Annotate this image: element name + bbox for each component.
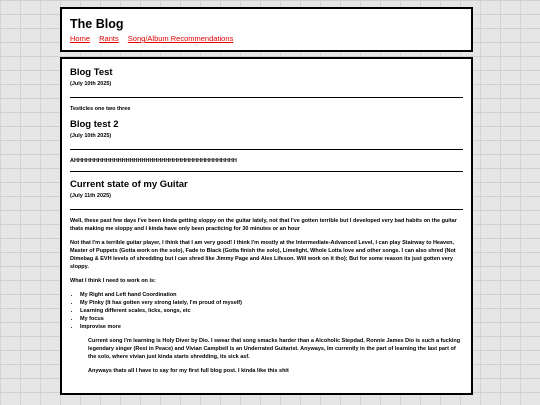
post-guitar: [70, 179, 463, 375]
post-paragraph: Current song I'm learning is Holy Diver by Dio. I swear that song smacks harder than a Alcoholic Stepdad, Ronnie James Dio is such a fucking legendary singer (Rest in Peace) and Vivian Campbell is an Underrated Guitarist. Anyways, Im currently in the part of learning the last part of the solo, where vivian just kinda starts shredding, its sick asf.: [88, 338, 461, 360]
post-date: (July 11th 2025): [70, 193, 111, 199]
site-title: The Blog: [70, 17, 124, 31]
list-item: • Learning different scales, licks, songs, etc: [80, 307, 463, 315]
list-item: • My Right and Left hand Coordination: [80, 291, 463, 299]
post-date: (July 10th 2025): [70, 133, 112, 139]
nav-bar: [70, 34, 463, 43]
post-blog-test-2: [70, 119, 463, 172]
post-body: Testicles one two three: [70, 106, 131, 112]
post-date: (July 10th 2025): [70, 81, 112, 87]
post-paragraph: What I think I need to work on is:: [70, 278, 156, 284]
post-body: AHHHHHHHHHHHHHHHHHHHHHHHHHHHHHHHHHHHHHHHHH: [70, 158, 237, 164]
list-item: • Improvise more: [80, 323, 463, 331]
post-title: Current state of my Guitar: [70, 179, 188, 190]
nav-link-recommendations[interactable]: Song/Album Recommendations: [127, 34, 234, 43]
post-blog-test: [70, 67, 463, 113]
list-item: • My focus: [80, 315, 463, 323]
divider: [70, 171, 463, 172]
post-paragraph: Anyways thats all I have to say for my first full blog post. I kinda like this shit: [88, 368, 289, 374]
nav-link-home[interactable]: Home: [70, 34, 91, 43]
todo-list: [70, 291, 463, 331]
post-title: Blog Test: [70, 67, 113, 78]
divider: [70, 149, 463, 150]
nav-link-rants[interactable]: Rants: [99, 34, 119, 43]
divider: [70, 97, 463, 98]
site-header: [60, 7, 473, 52]
post-title: Blog test 2: [70, 119, 119, 130]
blog-content: [60, 57, 473, 395]
divider: [70, 209, 463, 210]
post-paragraph: Well, these past few days I've been kinda getting sloppy on the guitar lately, not that I've gotten terrible but I developed very bad habits on the guitar thats making me sloppy and I kinda have only been practicing for 30 minutes or an hour: [70, 218, 457, 232]
post-paragraph: Not that I'm a terrible guitar player, I think that I am very good! I think I'm mostly at the Intermediate-Advanced Level, I can play Stairway to Heaven, Master of Puppets (Gotta work on the solo), Fade to Black (Gotta finish the solo), Limelight, Whole Lotta love and other songs. I can also shred (Not Dimebag & EVH levels of shredding but I can shred like Jimmy Page and Alex Lifeson. Will work on it tho); But for some reason its just gotten very sloppy.: [70, 240, 456, 270]
list-item: • My Pinky (It has gotten very strong lately, I'm proud of myself): [80, 299, 463, 307]
